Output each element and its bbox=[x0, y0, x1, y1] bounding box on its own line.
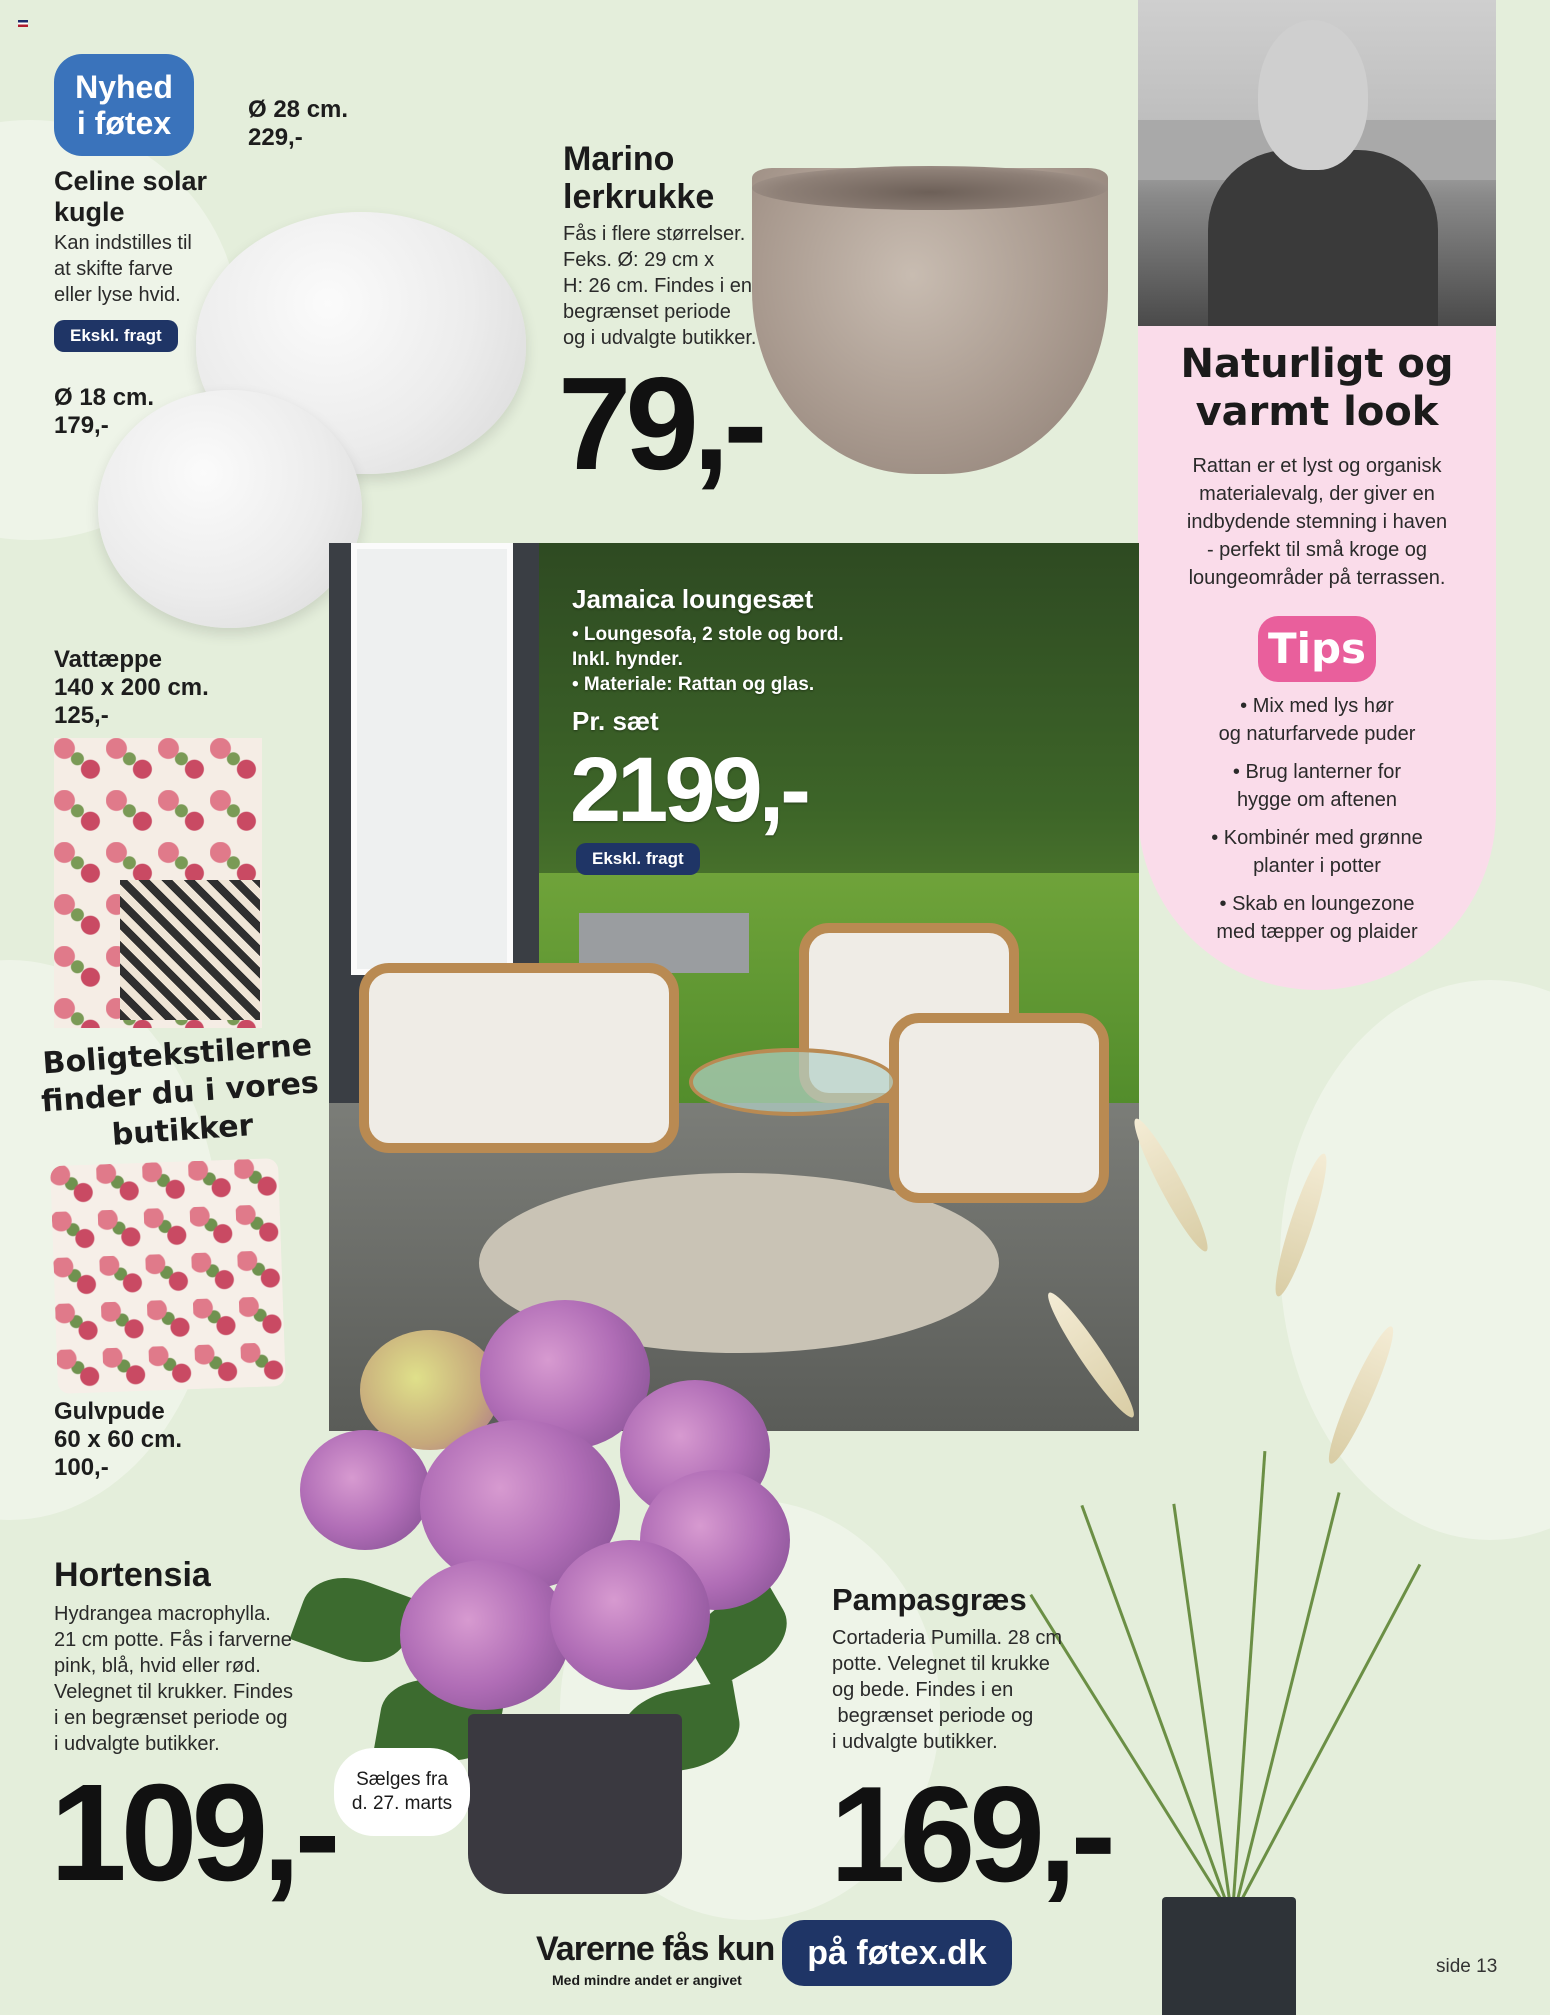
portrait-photo bbox=[1138, 0, 1496, 326]
tip-item bbox=[1138, 758, 1496, 814]
price-label: 179,- bbox=[54, 412, 109, 439]
hydrangea-title: Hortensia bbox=[54, 1556, 211, 1594]
desc-line: Fås i flere størrelser. bbox=[563, 223, 746, 245]
desc-line: og bede. Findes i en bbox=[832, 1679, 1014, 1701]
tip-line: planter i potter bbox=[1253, 855, 1381, 877]
tip-line: • Skab en loungezone bbox=[1219, 893, 1415, 915]
planter-title bbox=[563, 140, 714, 216]
size-label: Ø 28 cm. bbox=[248, 96, 349, 123]
desc-line: 21 cm potte. Fås i farverne bbox=[54, 1629, 292, 1651]
large-ball-info bbox=[248, 96, 348, 152]
grass-blade bbox=[1236, 1492, 1341, 1900]
tip-line: • Brug lanterner for bbox=[1232, 761, 1402, 783]
planter-price: 79,- bbox=[558, 350, 762, 497]
lounge-unit: Pr. sæt bbox=[572, 706, 659, 736]
title-line: Celine solar bbox=[54, 166, 208, 196]
garden-door bbox=[351, 543, 513, 975]
tips-label: Tips bbox=[1258, 616, 1376, 682]
pampas-price: 169,- bbox=[830, 1758, 1110, 1910]
hydrangea-bloom bbox=[400, 1560, 570, 1710]
desc-line: i udvalgte butikker. bbox=[832, 1731, 998, 1753]
desc-line: Kan indstilles til bbox=[54, 232, 192, 254]
desc-line: Feks. Ø: 29 cm x bbox=[563, 249, 715, 271]
page-number: side 13 bbox=[1436, 1956, 1498, 1977]
title-line: kugle bbox=[54, 197, 125, 227]
price-label: 125,- bbox=[54, 702, 109, 729]
price-label: 100,- bbox=[54, 1454, 109, 1481]
footer-subtext: Med mindre andet er angivet bbox=[552, 1972, 742, 1988]
tips-list bbox=[1138, 692, 1496, 946]
glass-table bbox=[689, 1048, 897, 1116]
cushion-info bbox=[54, 1398, 182, 1482]
floor-cushion-image bbox=[50, 1158, 286, 1394]
tip-item bbox=[1138, 890, 1496, 946]
desc-line: pink, blå, hvid eller rød. bbox=[54, 1655, 261, 1677]
lounge-shipping-wrap bbox=[576, 843, 700, 875]
tip-line: og naturfarvede puder bbox=[1218, 723, 1416, 745]
heading-line: varmt look bbox=[1195, 389, 1439, 435]
tip-line: hygge om aftenen bbox=[1236, 789, 1398, 811]
hydrangea-price: 109,- bbox=[50, 1756, 335, 1910]
desc-line: Velegnet til krukker. Findes bbox=[54, 1681, 294, 1703]
size-label: 60 x 60 cm. bbox=[54, 1426, 183, 1453]
info-heading bbox=[1138, 340, 1496, 436]
hydrangea-bloom bbox=[550, 1540, 710, 1690]
desc-line: H: 26 cm. Findes i en bbox=[563, 275, 752, 297]
desc-line: Hydrangea macrophylla. bbox=[54, 1603, 271, 1625]
bullet-line: • Materiale: Rattan og glas. bbox=[572, 674, 815, 695]
lounge-price: 2199,- bbox=[570, 739, 807, 841]
pampas-desc bbox=[832, 1625, 1062, 1755]
bg-shape bbox=[1280, 980, 1550, 1540]
grass-blade bbox=[1232, 1451, 1266, 1900]
note-line: finder du i vores bbox=[40, 1065, 320, 1120]
title-line: Marino bbox=[563, 140, 675, 178]
solar-shipping-wrap bbox=[54, 320, 178, 352]
quilt-fold bbox=[120, 880, 260, 1020]
hydrangea-bloom bbox=[300, 1430, 430, 1550]
desc-line: begrænset periode bbox=[563, 301, 731, 323]
desc-line: potte. Velegnet til krukke bbox=[832, 1653, 1050, 1675]
rattan-chair bbox=[889, 1013, 1109, 1203]
clay-planter-image bbox=[752, 168, 1108, 474]
bullet-line: Inkl. hynder. bbox=[572, 649, 683, 670]
lounge-bullets bbox=[572, 622, 844, 697]
tip-line: • Mix med lys hør bbox=[1240, 695, 1394, 717]
body-line: indbydende stemning i haven bbox=[1186, 511, 1448, 533]
solar-ball-title bbox=[54, 166, 207, 228]
size-label: 140 x 200 cm. bbox=[54, 674, 209, 701]
lounge-title: Jamaica loungesæt bbox=[572, 584, 814, 614]
product-title: Vattæppe bbox=[54, 646, 163, 673]
planter-desc bbox=[563, 221, 756, 351]
desc-line: og i udvalgte butikker. bbox=[563, 327, 757, 349]
badge-line2: i føtex bbox=[76, 105, 172, 141]
tip-item bbox=[1138, 692, 1496, 748]
new-badge bbox=[54, 54, 194, 156]
note-line: butikker bbox=[110, 1108, 255, 1153]
tip-line: med tæpper og plaider bbox=[1216, 921, 1418, 943]
grass-blade bbox=[1240, 1564, 1421, 1901]
footer-text: Varerne fås kun bbox=[536, 1930, 775, 1968]
desc-line: i en begrænset periode og bbox=[54, 1707, 288, 1729]
desc-line: eller lyse hvid. bbox=[54, 284, 181, 306]
person-face bbox=[1258, 20, 1368, 170]
desc-line: at skifte farve bbox=[54, 258, 173, 280]
note-line: Boligtekstilerne bbox=[41, 1027, 314, 1082]
heading-line: Naturligt og bbox=[1180, 341, 1454, 387]
textile-note bbox=[36, 1026, 323, 1159]
pampas-pot bbox=[1162, 1897, 1296, 2015]
body-line: materialevalg, der giver en bbox=[1199, 483, 1435, 505]
small-ball-info bbox=[54, 384, 154, 440]
badge-line1: Nyhed bbox=[75, 69, 173, 105]
sale-date-bubble bbox=[334, 1748, 470, 1836]
tip-line: • Kombinér med grønne bbox=[1211, 827, 1423, 849]
hydrangea-desc bbox=[54, 1601, 293, 1757]
shipping-badge: Ekskl. fragt bbox=[54, 320, 178, 352]
website-link[interactable]: på føtex.dk bbox=[782, 1920, 1012, 1986]
desc-line: begrænset periode og bbox=[832, 1705, 1034, 1727]
bubble-line: d. 27. marts bbox=[351, 1793, 453, 1814]
product-title: Gulvpude bbox=[54, 1398, 165, 1425]
hydrangea-pot bbox=[468, 1714, 682, 1894]
solar-ball-desc bbox=[54, 230, 192, 308]
rattan-sofa bbox=[359, 963, 679, 1153]
size-label: Ø 18 cm. bbox=[54, 384, 155, 411]
title-line: lerkrukke bbox=[563, 178, 715, 216]
bullet-line: • Loungesofa, 2 stole og bord. bbox=[572, 624, 844, 645]
tip-item bbox=[1138, 824, 1496, 880]
flag-icon bbox=[18, 20, 28, 27]
price-label: 229,- bbox=[248, 124, 303, 151]
blanket-info bbox=[54, 646, 209, 730]
shipping-badge: Ekskl. fragt bbox=[576, 843, 700, 875]
info-body bbox=[1138, 452, 1496, 592]
planter-rim bbox=[752, 166, 1108, 210]
pampas-title: Pampasgræs bbox=[832, 1582, 1027, 1617]
desc-line: i udvalgte butikker. bbox=[54, 1733, 220, 1755]
desc-line: Cortaderia Pumilla. 28 cm bbox=[832, 1627, 1063, 1649]
body-line: loungeområder på terrassen. bbox=[1188, 567, 1446, 589]
body-line: Rattan er et lyst og organisk bbox=[1192, 455, 1442, 477]
bubble-line: Sælges fra bbox=[356, 1769, 448, 1790]
person-body bbox=[1208, 150, 1438, 326]
pampas-plume bbox=[1126, 1114, 1216, 1257]
body-line: - perfekt til små kroge og bbox=[1206, 539, 1428, 561]
